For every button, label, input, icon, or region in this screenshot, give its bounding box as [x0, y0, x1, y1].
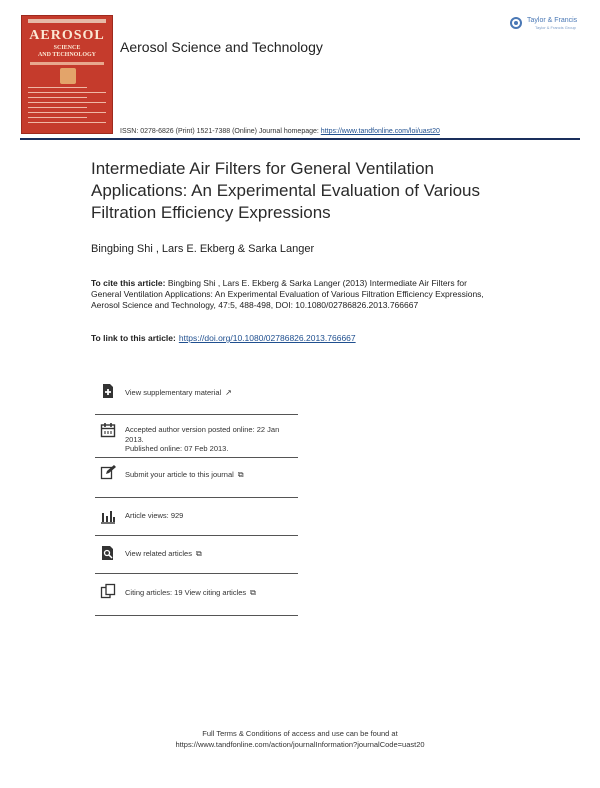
footer-terms-link[interactable]: https://www.tandfonline.com/action/journalInformation?journalCode=uast20 — [175, 740, 425, 749]
bar-chart-icon — [100, 508, 116, 524]
related-search-icon — [100, 545, 116, 561]
article-title: Intermediate Air Filters for General Ventilation Applications: An Experimental Evaluation of Various Filtration Efficiency Expressions — [91, 159, 481, 222]
citing-label: Citing articles: 19 View citing articles — [125, 588, 247, 597]
calendar-icon — [100, 422, 116, 438]
external-link-icon: ⧉ — [237, 470, 244, 479]
published-date: Published online: 07 Feb 2013. — [125, 444, 229, 453]
citation-label: To cite this article: — [91, 278, 166, 288]
cover-title: AEROSOL — [29, 28, 105, 43]
views-row — [95, 498, 298, 536]
supplementary-row[interactable] — [95, 376, 298, 415]
link-label: To link to this article: — [91, 333, 176, 343]
supplementary-label: View supplementary material — [125, 388, 222, 397]
related-row[interactable] — [95, 536, 298, 574]
article-authors: Bingbing Shi , Lars E. Ekberg & Sarka Langer — [91, 243, 315, 255]
dates-row — [95, 415, 298, 458]
journal-homepage-link[interactable]: https://www.tandfonline.com/loi/uast20 — [320, 128, 440, 135]
citation-text: Bingbing Shi , Lars E. Ekberg & Sarka Langer (2013) Intermediate Air Filters for General Ventilation Applications: An Experimental Evaluation of Various Filtration Efficiency Expressions, Aerosol Science and Technology, 47:5, 488-498, DOI: 10.1080/02786826.2013.766667 — [91, 278, 484, 311]
article-actions-panel — [95, 376, 298, 616]
header-divider — [20, 138, 580, 140]
issn-text: ISSN: 0278-6826 (Print) 1521-7388 (Online) Journal homepage: — [120, 128, 321, 135]
citing-row[interactable] — [95, 574, 298, 616]
publisher-name: Taylor & Francis — [527, 17, 578, 24]
article-link-line — [91, 333, 356, 343]
accepted-date: Accepted author version posted online: 22 Jan 2013. — [125, 425, 280, 444]
doi-link[interactable]: https://doi.org/10.1080/02786826.2013.766667 — [178, 333, 356, 343]
issn-line — [120, 128, 440, 135]
journal-title: Aerosol Science and Technology — [120, 39, 323, 55]
submit-label: Submit your article to this journal — [125, 470, 234, 479]
external-link-icon: ⧉ — [195, 549, 202, 558]
copy-citation-icon — [100, 583, 116, 599]
publisher-logo — [510, 16, 582, 36]
footer-terms-text: Full Terms & Conditions of access and use can be found at — [202, 729, 398, 738]
external-arrow-icon: ↗ — [225, 388, 232, 397]
cover-emblem — [60, 68, 76, 84]
related-label: View related articles — [125, 549, 192, 558]
submit-row[interactable] — [95, 458, 298, 498]
citation-block — [91, 278, 496, 312]
publisher-logo-icon — [510, 17, 522, 29]
journal-cover-image — [21, 15, 113, 134]
document-plus-icon — [100, 383, 116, 399]
publisher-tagline: Taylor & Francis Group — [535, 25, 576, 30]
external-link-icon: ⧉ — [250, 588, 256, 597]
terms-footer — [0, 728, 600, 750]
cover-subtitle: SCIENCE AND TECHNOLOGY — [37, 45, 97, 58]
views-label: Article views: 929 — [125, 511, 184, 520]
pencil-edit-icon — [100, 464, 116, 480]
